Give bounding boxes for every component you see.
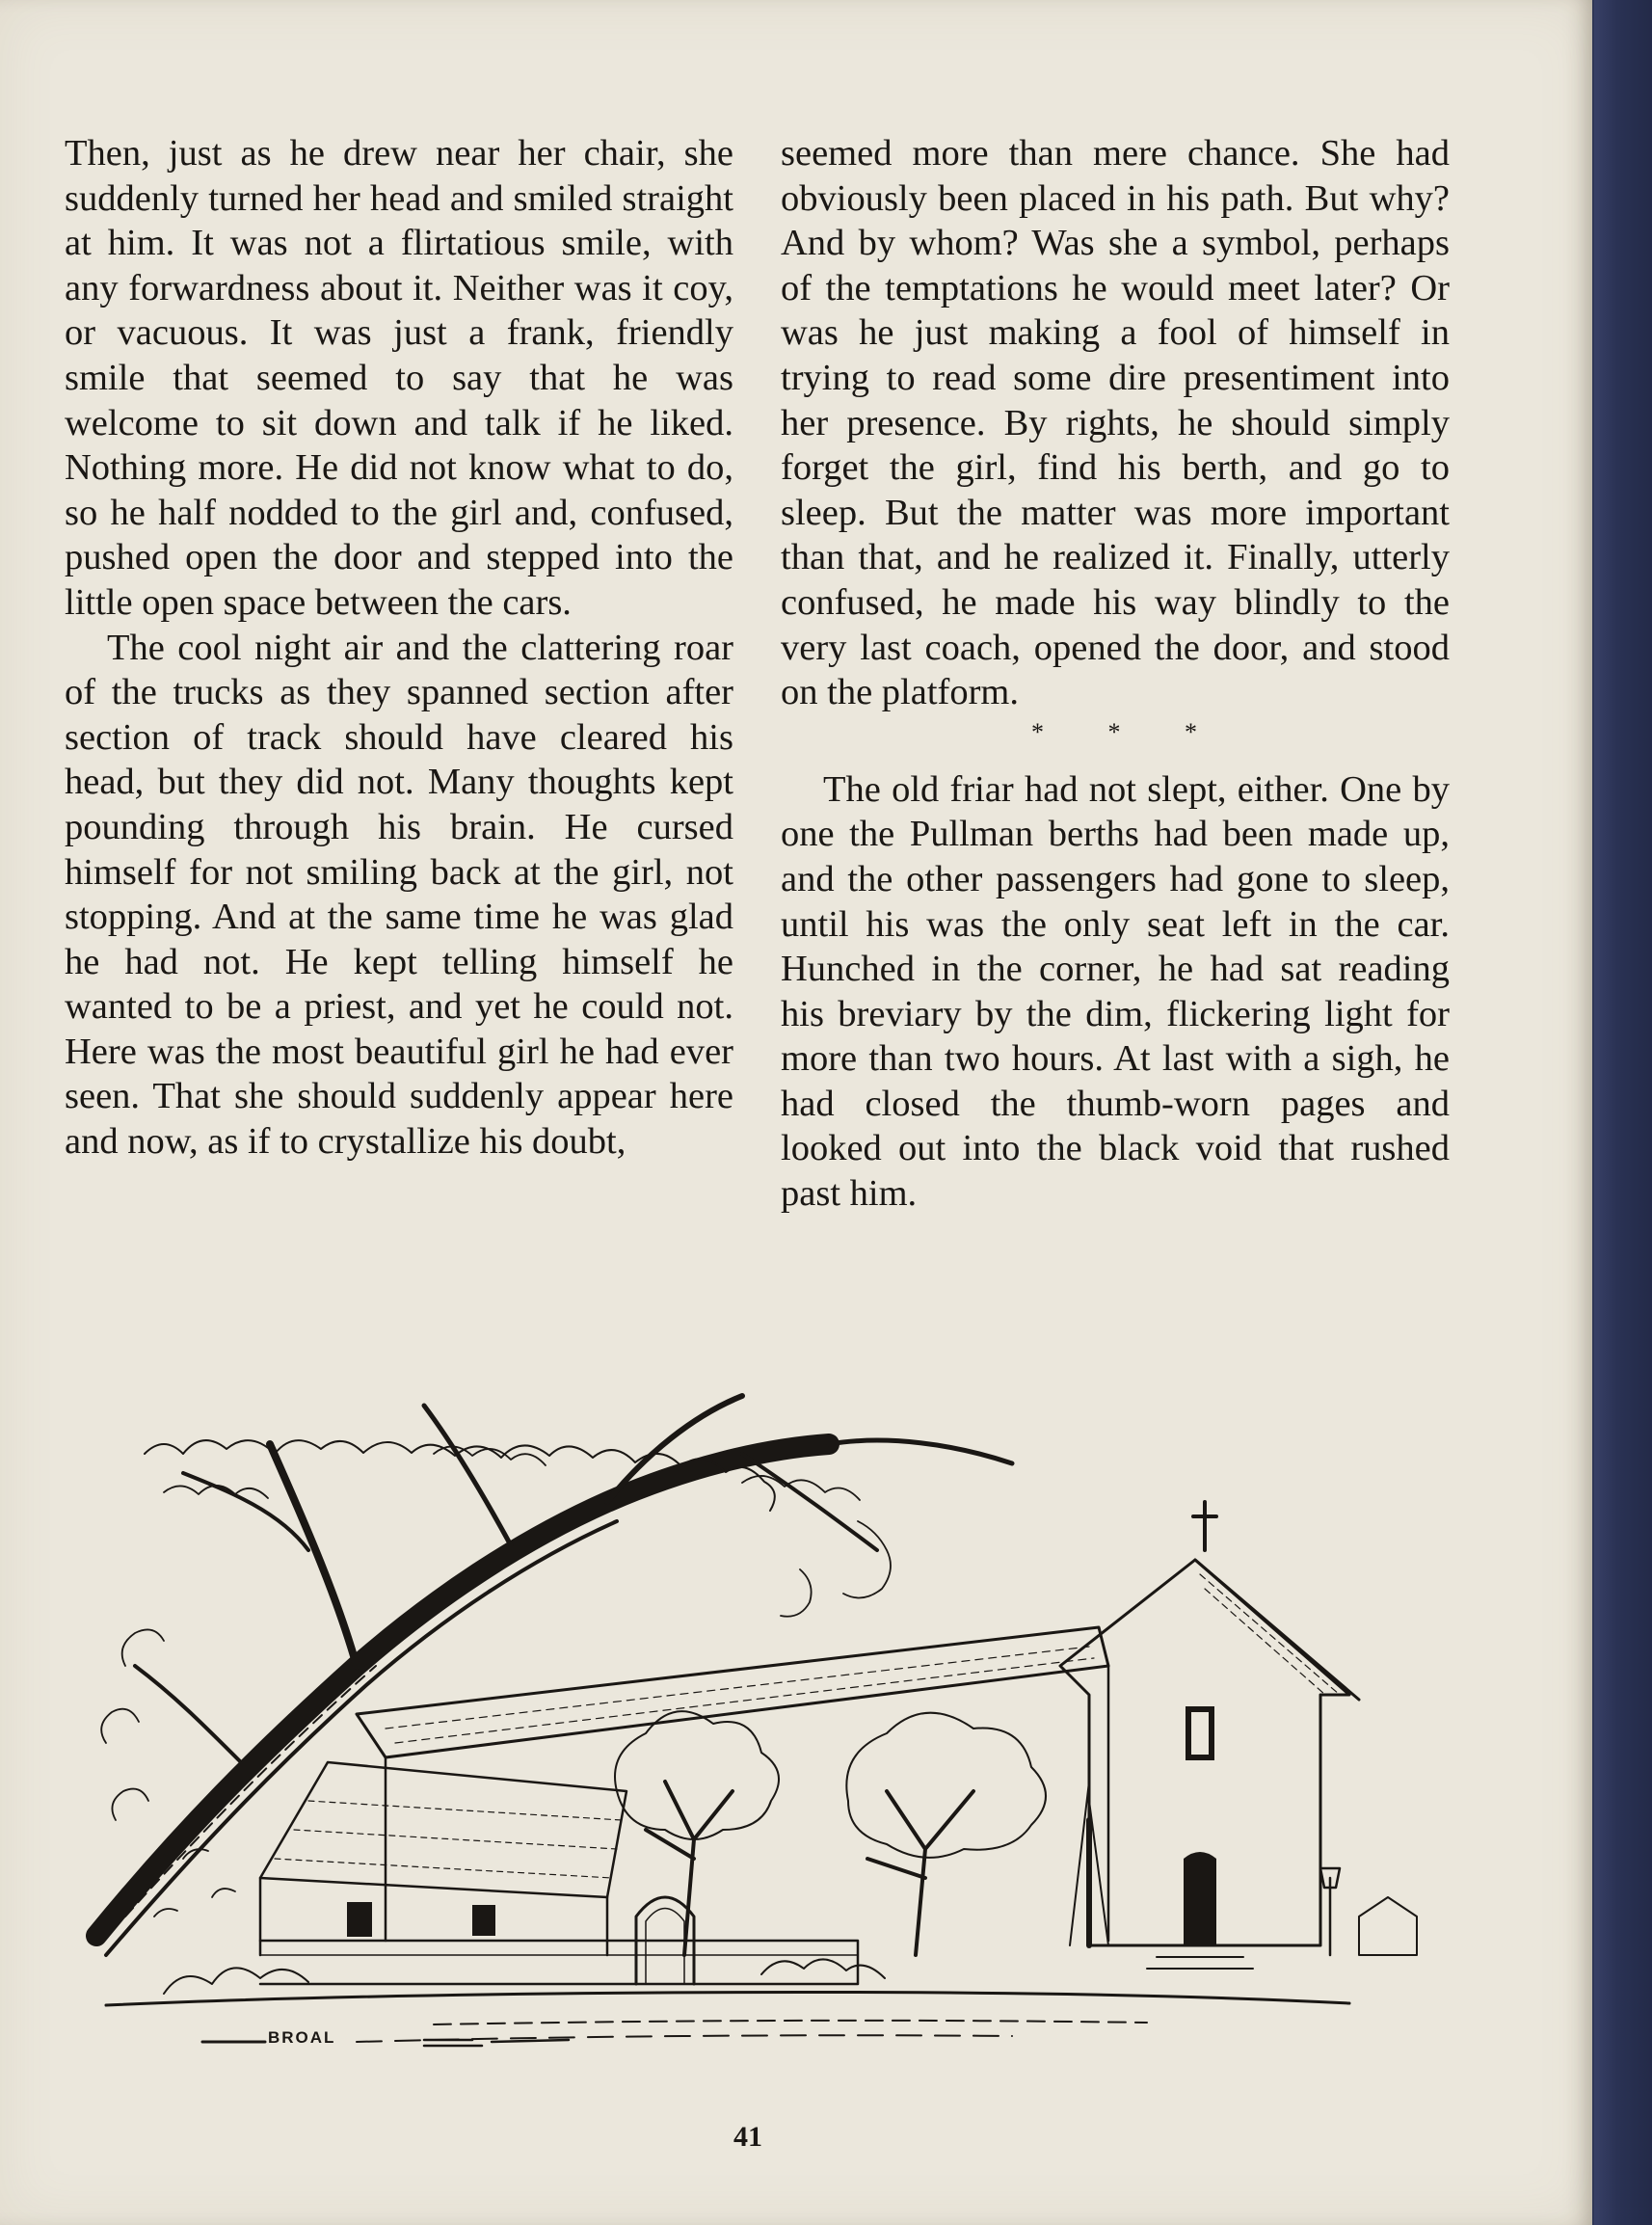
wing-roof: [260, 1762, 626, 1897]
book-binding: [1594, 0, 1652, 2225]
ground-line: [434, 2021, 1147, 2024]
tree-trunk: [96, 1444, 829, 1936]
paragraph: The cool night air and the clattering roar of the trucks as they spanned section after section of track should have cleared his head, but they did not. Many thoughts kept pounding through his brain. He cursed himself for not smiling back at the girl, not stopping. And at the same time he was glad he had not. He kept telling himself he wanted to be a priest, and yet he could not. Here was the most beautiful girl he had ever seen. That she should suddenly appear here and now, as if to crystallize his doubt,: [65, 627, 733, 1163]
right-text-column: [781, 131, 1450, 1217]
front-wall: [260, 1941, 858, 1984]
small-tree: [646, 1782, 733, 1955]
facade-door: [1184, 1852, 1216, 1945]
paragraph: Then, just as he drew near her chair, she suddenly turned her head and smiled straight at him. It was not a flirtatious smile, with any forwardness about it. Neither was it coy, or vacuous. It was just a frank, friendly smile that seemed to say that he was welcome to sit down and talk if he liked. Nothing more. He did not know what to do, so he half nodded to the girl and, confused, pushed open the door and stepped into the little open space between the cars.: [65, 133, 733, 623]
section-break: * * *: [1031, 717, 1226, 746]
lamp-post: [1320, 1868, 1340, 1955]
paragraph: seemed more than mere chance. She had obviously been placed in his path. But why? And by whom? Was she a symbol, perhaps of the temptations he would meet later? Or was he just making a fool of himself in trying to read some dire presentiment into her presence. By rights, he should simply forget the girl, find his berth, and go to sleep. But the matter was more important than that, and he realized it. Finally, utterly confused, he made his way blindly to the very last coach, opened the door, and stood on the platform.: [781, 133, 1450, 713]
page-number: 41: [733, 2121, 762, 2153]
nave-wall: [386, 1666, 1108, 1941]
paragraph: The old friar had not slept, either. One by one the Pullman berths had been made up, and the other passengers had gone to sleep, until his was the only seat left in the car. Hunched in the corner, he had sat reading his breviary by the dim, flickering light for more than two hours. At last with a sigh, he had closed the thumb-worn pages and looked out into the black void that rushed past him.: [781, 768, 1450, 1215]
artist-signature: BROAL: [268, 2028, 336, 2047]
cross: [1193, 1502, 1216, 1550]
nave-roof: [357, 1627, 1108, 1757]
left-text-column: [65, 131, 733, 1165]
ground-line: [106, 1993, 1349, 2006]
mission-church-illustration: [67, 1377, 1436, 2090]
